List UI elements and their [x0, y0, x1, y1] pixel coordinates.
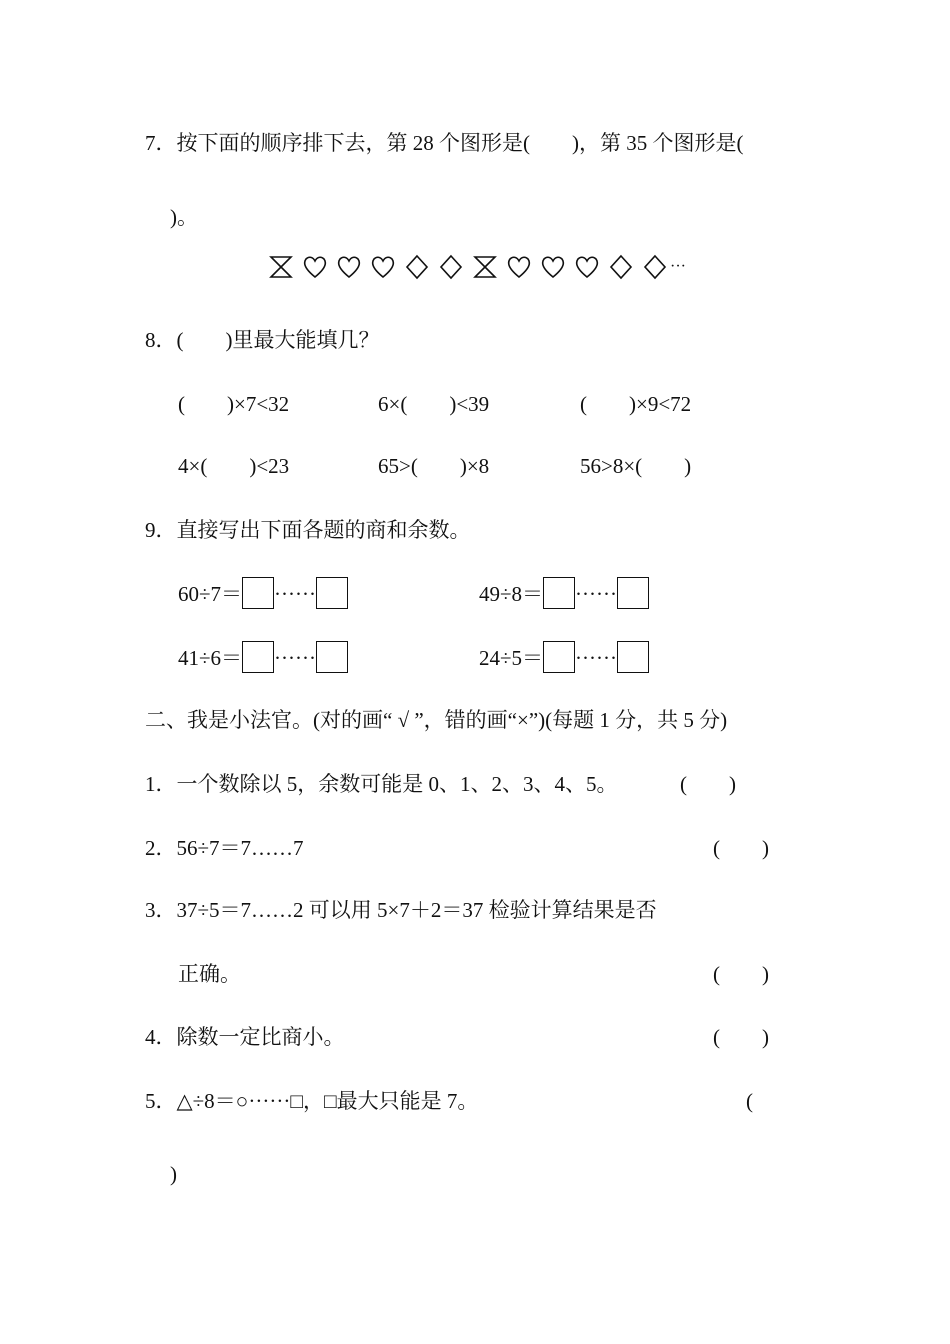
- remainder-box[interactable]: [617, 641, 649, 673]
- s2-item-2-answer[interactable]: ( ): [713, 836, 769, 860]
- q9-item-1: [178, 577, 348, 609]
- diamond-icon: [608, 254, 634, 280]
- q7-text-line2: )。: [170, 205, 198, 229]
- remainder-box[interactable]: [316, 641, 348, 673]
- q9-title: 9．直接写出下面各题的商和余数。: [145, 518, 471, 542]
- s2-item-5-paren-close: ): [170, 1162, 177, 1186]
- heart-icon: [574, 254, 600, 280]
- s2-item-1-answer[interactable]: ( ): [680, 772, 736, 796]
- q8-title: 8．( )里最大能填几？: [145, 328, 380, 352]
- s2-item-1-text: 1．一个数除以 5，余数可能是 0、1、2、3、4、5。: [145, 772, 618, 796]
- s2-item-4-text: 4．除数一定比商小。: [145, 1025, 345, 1049]
- q8-r1c1: ( )×7<32: [178, 392, 290, 416]
- s2-item-3-text2: 正确。: [178, 962, 241, 986]
- heart-icon: [506, 254, 532, 280]
- dots: ······: [575, 646, 617, 670]
- q8-r2c2: 65>( )×8: [378, 454, 490, 478]
- q8-r1c3: ( )×9<72: [580, 392, 692, 416]
- ellipsis: ···: [670, 258, 686, 275]
- s2-item-3-text: 3．37÷5＝7……2 可以用 5×7＋2＝37 检验计算结果是否: [145, 898, 657, 922]
- q9-expr: 41÷6＝: [178, 646, 243, 670]
- q8-r2c1: 4×( )<23: [178, 454, 290, 478]
- diamond-icon: [642, 254, 668, 280]
- quotient-box[interactable]: [242, 641, 274, 673]
- quotient-box[interactable]: [543, 641, 575, 673]
- heart-icon: [370, 254, 396, 280]
- q7-shape-sequence: [268, 252, 686, 282]
- dots: ······: [274, 646, 316, 670]
- s2-item-3-answer[interactable]: ( ): [713, 962, 769, 986]
- q9-expr: 60÷7＝: [178, 582, 243, 606]
- q9-item-4: [479, 641, 649, 673]
- q8-r1c2: 6×( )<39: [378, 392, 490, 416]
- q9-item-3: [178, 641, 348, 673]
- heart-icon: [540, 254, 566, 280]
- hourglass-icon: [472, 254, 498, 280]
- heart-icon: [302, 254, 328, 280]
- dots: ······: [575, 582, 617, 606]
- dots: ······: [274, 582, 316, 606]
- quotient-box[interactable]: [543, 577, 575, 609]
- s2-item-4-answer[interactable]: ( ): [713, 1025, 769, 1049]
- q9-item-2: [479, 577, 649, 609]
- q7-text-line1: 7．按下面的顺序排下去，第 28 个图形是( )，第 35 个图形是(: [145, 131, 744, 155]
- heart-icon: [336, 254, 362, 280]
- remainder-box[interactable]: [316, 577, 348, 609]
- section2-heading: 二、我是小法官。(对的画“ √ ”，错的画“×”)(每题 1 分，共 5 分): [145, 708, 728, 732]
- diamond-icon: [438, 254, 464, 280]
- q9-expr: 49÷8＝: [479, 582, 544, 606]
- hourglass-icon: [268, 254, 294, 280]
- q9-expr: 24÷5＝: [479, 646, 544, 670]
- quotient-box[interactable]: [242, 577, 274, 609]
- diamond-icon: [404, 254, 430, 280]
- s2-item-5-paren-open[interactable]: (: [746, 1089, 753, 1113]
- q8-r2c3: 56>8×( ): [580, 454, 692, 478]
- remainder-box[interactable]: [617, 577, 649, 609]
- s2-item-2-text: 2．56÷7＝7……7: [145, 836, 304, 860]
- s2-item-5-text: 5．△÷8＝○······□，□最大只能是 7。: [145, 1089, 479, 1113]
